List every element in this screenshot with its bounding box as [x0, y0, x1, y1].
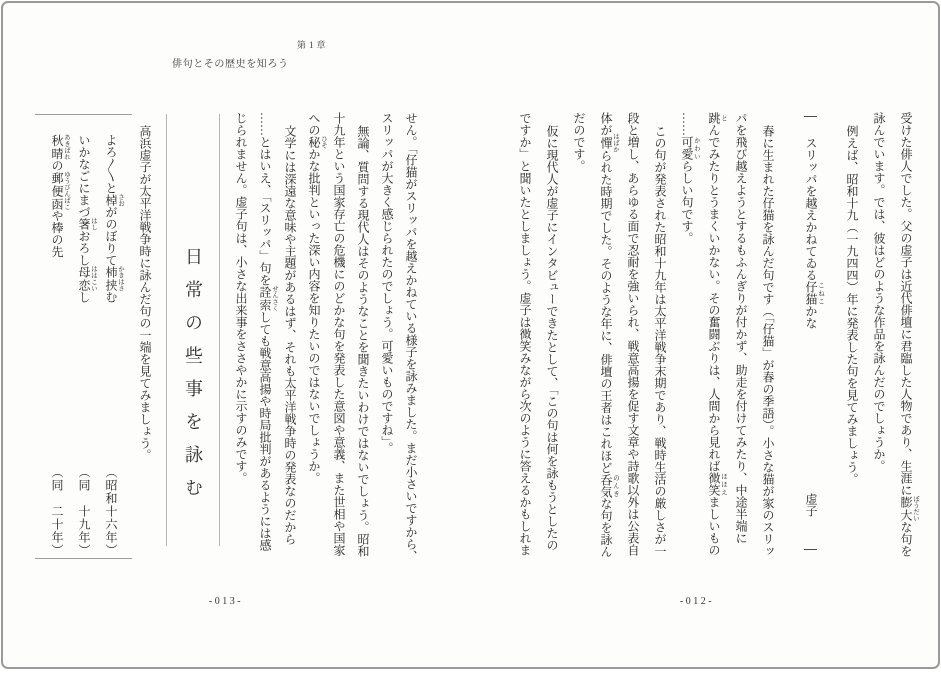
haiku-block-rule-top	[35, 114, 132, 115]
haiku-with-date	[43, 112, 70, 564]
haiku-quote-text: スリッパを越えかねてゐる仔猫 こねこかな	[804, 137, 824, 329]
text-column: パを飛び越えようとするもふんぎりが付かず、助走を付けてみたり、中途半端に	[734, 112, 748, 544]
text-column: 春に生まれた仔猫を詠んだ句です（「仔猫」が春の季語）。小さな猫が家のスリッ	[761, 125, 775, 557]
text-column: 跳 とんでみたりとうまくいかない。その奮闘ぶりは、人間から見れば微笑 ほほえましいもの	[707, 112, 727, 556]
text-column: ……可愛 かわいらしい句です。	[680, 112, 700, 244]
text-column: 十九年という国家存亡の危機にのどかな句を発表した意図や意義、また世相や国家	[332, 112, 346, 556]
haiku-text: よろ〳〵と棹 さおがのぼりて柿挟 かきはさむ	[104, 134, 124, 303]
chapter-title: 俳句とその歴史を知ろう	[172, 59, 289, 70]
quote-dash-bottom	[804, 549, 817, 550]
page-number-right: -012-	[679, 596, 715, 607]
text-column: ……とはいえ、「スリッパ」句を詮索 せんさくしても戦意高揚や時局批判があるようには感	[258, 112, 278, 551]
section-rule-left	[166, 114, 167, 546]
text-column: せん。「仔猫がスリッパを越えかねている様子を詠みました。まだ小さいですから、	[404, 112, 418, 562]
page-right-body	[511, 112, 919, 564]
section-heading: 日常の些事を詠む	[183, 247, 203, 511]
text-column: 詠んでいます。では、彼はどのような作品を詠んだのでしょうか。	[872, 112, 886, 472]
text-column: 仮に現代人が虚子にインタビューできたとして、「この句は何を詠もうとしたの	[545, 125, 559, 551]
text-column: 受けた俳人でした。父の虚子は近代俳壇に君臨した人物であり、生涯に膨大 ぼうだいな句を	[899, 112, 919, 557]
text-column: だのです。	[572, 112, 586, 172]
haiku-date: （同 十九年）	[77, 466, 91, 557]
quote-dash-top	[804, 116, 817, 117]
section-rule-right	[219, 114, 220, 546]
chapter-number: 第1章	[297, 40, 329, 50]
text-column: 無論、質問する現代人はそのようなことを聞きたいわけではないでしょう。昭和	[356, 125, 370, 557]
haiku-date: （昭和十六年）	[104, 466, 118, 557]
text-column: 段と増し、あらゆる面で忍耐を強いられ、戦意高揚を促す文章や詩歌以外は公表自	[626, 112, 640, 556]
haiku-date: （同 二十年）	[50, 466, 64, 557]
haiku-example-block	[38, 112, 129, 564]
page-left-body	[38, 112, 423, 564]
text-column: 例えば、昭和十九（一九四四）年に発表した句を見てみましょう。	[845, 125, 859, 485]
text-column: スリッパが大きく感じられたのでしょう。可愛いものですね」。	[380, 112, 394, 454]
haiku-with-date	[97, 112, 124, 564]
text-column: この句が発表された昭和十九年は太平洋戦争末期であり、戦時生活の厳しさが一	[653, 125, 667, 557]
text-column: 文学には深遠な意味や主題があるはず、それも太平洋戦争時の発表なのだから	[283, 125, 297, 545]
text-column: じられません。虚子句は、小さな出来事をささやかに示すのみです。	[234, 112, 248, 484]
haiku-block-rule-bottom	[35, 558, 132, 559]
text-column: 体が憚 はばかられた時期でした。そのような年に、俳壇の王者はこれほど呑気 のんきな句を詠ん	[599, 112, 619, 558]
haiku-text: いかなごにまづ箸 はしおろし母恋 ははこいし	[77, 134, 97, 303]
text-column: への秘 ひそかな批判といった深い内容を知りたいのではないでしょうか。	[307, 112, 327, 484]
haiku-text: 秋晴 あきばれの郵便函 ゆうびんばこや棒の先	[50, 134, 70, 258]
haiku-quote-author: 虚子	[804, 493, 818, 517]
text-column: 高浜虚子が太平洋戦争時に詠んだ句の一端を見てみましょう。	[138, 125, 152, 461]
text-column: ですか」と聞いたとしましょう。虚子は微笑みながら次のように答えるかもしれま	[518, 112, 532, 556]
haiku-with-date	[70, 112, 97, 564]
haiku-quote	[797, 112, 824, 564]
page-number-left: -013-	[208, 596, 244, 607]
